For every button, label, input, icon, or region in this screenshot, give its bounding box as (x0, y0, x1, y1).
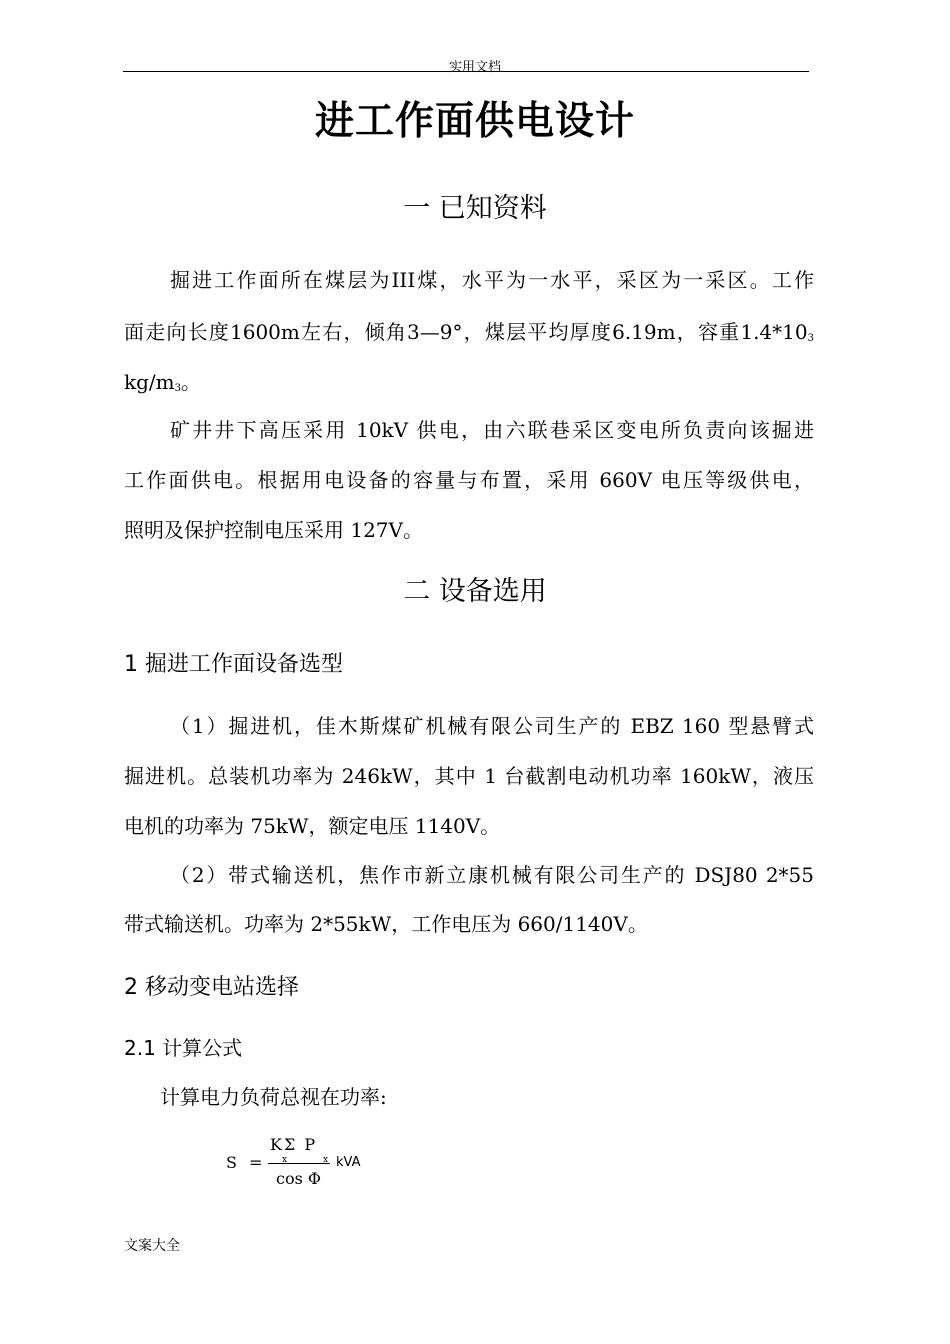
subsection-heading-2: 2 移动变电站选择 (124, 975, 299, 1000)
subsection-heading-2-1: 2.1 计算公式 (124, 1036, 243, 1060)
paragraph-4-line-2: 带式输送机。功率为 2*55kW，工作电压为 660/1140V。 (124, 912, 648, 936)
paragraph-3-line-2: 掘进机。总装机功率为 246kW，其中 1 台截割电动机功率 160kW，液压 (124, 764, 814, 788)
header-rule (123, 71, 809, 72)
paragraph-3-line-1: （1）掘进机，佳木斯煤矿机械有限公司生产的 EBZ 160 型悬臂式 (170, 714, 814, 738)
paragraph-1-line-1: 掘进工作面所在煤层为III煤，水平为一水平，采区为一采区。工作 (170, 268, 814, 292)
page-footer: 文案大全 (124, 1238, 180, 1254)
paragraph-2-line-3: 照明及保护控制电压采用 127V。 (124, 518, 423, 542)
superscript: 3 (807, 333, 814, 344)
fraction-bar (268, 1163, 330, 1164)
paragraph-4-line-1: （2）带式输送机，焦作市新立康机械有限公司生产的 DSJ80 2*55 (170, 863, 814, 887)
apparent-power-formula (226, 1133, 376, 1193)
unit-text: kg/m (124, 370, 175, 394)
formula-numerator: KΣ P (270, 1135, 318, 1154)
paragraph-2-line-2: 工作面供电。根据用电设备的容量与布置，采用 660V 电压等级供电， (124, 468, 814, 492)
paragraph-1-line-2-text: 面走向长度1600m左右，倾角3—9°，煤层平均厚度6.19m，容重1.4*10 (124, 320, 808, 344)
formula-subscript-x: x (282, 1155, 288, 1165)
formula-denominator: cos Φ (276, 1169, 322, 1188)
paragraph-1-line-2 (124, 322, 814, 344)
paragraph-3-line-3: 电机的功率为 75kW，额定电压 1140V。 (124, 814, 501, 838)
paragraph-2-line-1: 矿井井下高压采用 10kV 供电，由六联巷采区变电所负责向该掘进 (170, 418, 814, 442)
period: 。 (181, 370, 201, 394)
formula-unit: kVA (336, 1155, 361, 1170)
formula-equals: = (249, 1153, 263, 1172)
superscript: 3 (174, 383, 181, 394)
section-heading-2: 二 设备选用 (403, 576, 547, 607)
formula-lhs: S (226, 1153, 237, 1172)
paragraph-1-line-3 (124, 372, 814, 394)
formula-subscript-x: x (323, 1155, 329, 1165)
formula-intro: 计算电力负荷总视在功率: (160, 1085, 387, 1109)
document-title: 进工作面供电设计 (314, 99, 635, 144)
section-heading-1: 一 已知资料 (403, 193, 547, 224)
page-header: 实用文档 (448, 60, 501, 75)
subsection-heading-1: 1 掘进工作面设备选型 (124, 652, 343, 677)
